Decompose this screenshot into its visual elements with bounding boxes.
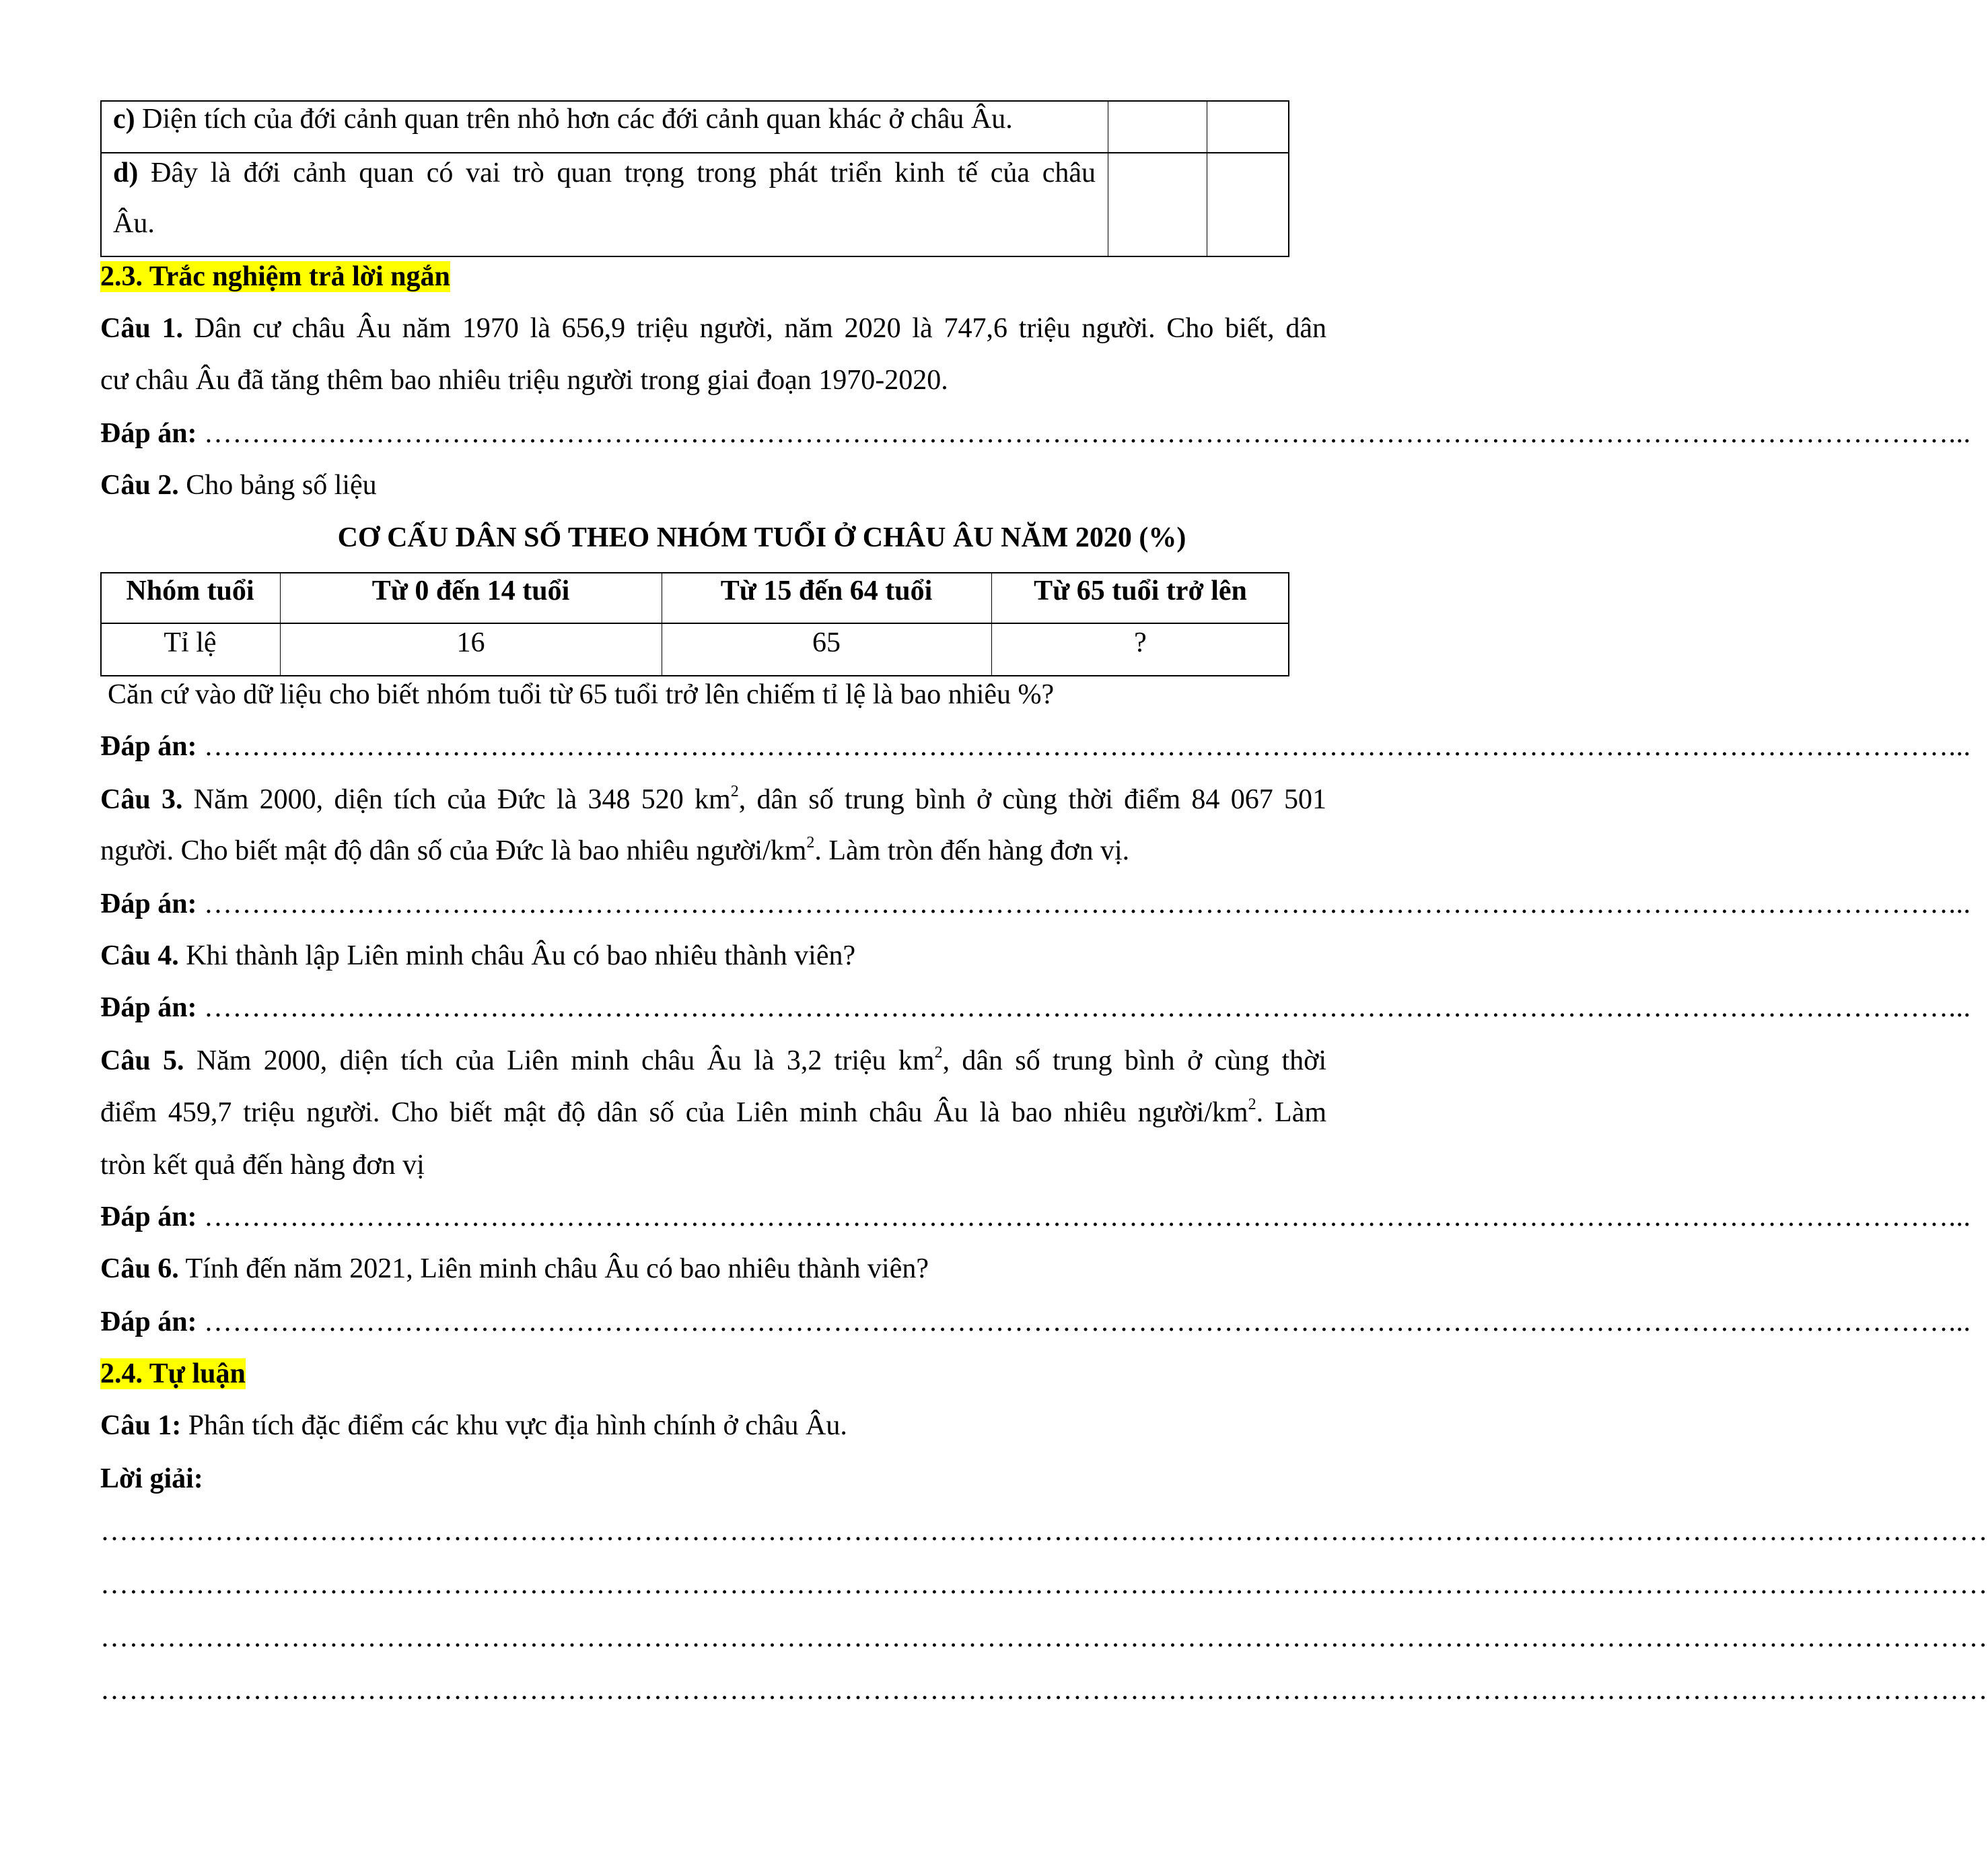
header-cell: Từ 15 đến 64 tuổi <box>720 575 933 606</box>
answer-field-5[interactable]: Đáp án: …………………………………………………………………………………………………………………………………………………………………... <box>100 1201 1971 1232</box>
statement-d-cont: Âu. <box>113 208 155 239</box>
answer-field-1[interactable]: Đáp án: …………………………………………………………………………………………………………………………………………………………………... <box>100 418 1971 449</box>
question-4: Câu 4. Khi thành lập Liên minh châu Âu có bao nhiêu thành viên? <box>100 940 856 971</box>
question-1-cont: cư châu Âu đã tăng thêm bao nhiêu triệu người trong giai đoạn 1970-2020. <box>100 365 948 396</box>
question-2-prompt: Căn cứ vào dữ liệu cho biết nhóm tuổi từ 65 tuổi trở lên chiếm tỉ lệ là bao nhiêu %? <box>108 679 1055 710</box>
answer-field-2[interactable]: Đáp án: …………………………………………………………………………………………………………………………………………………………………... <box>100 731 1971 762</box>
solution-line[interactable]: ……………………………………………………………………………………………………………………………………………………………………………… <box>100 1622 1988 1653</box>
section-heading-2-4: 2.4. Tự luận <box>100 1358 246 1389</box>
statement-d: d) Đây là đới cảnh quan có vai trò quan trọng trong phát triển kinh tế của châu <box>113 158 1096 188</box>
data-cell: Tỉ lệ <box>164 627 217 658</box>
question-5: Câu 5. Năm 2000, diện tích của Liên minh châu Âu là 3,2 triệu $km^2$, dân số trung bình ở cùng thời <box>100 1044 1326 1076</box>
question-6: Câu 6. Tính đến năm 2021, Liên minh châu Âu có bao nhiêu thành viên? <box>100 1253 929 1284</box>
table-title: CƠ CẤU DÂN SỐ THEO NHÓM TUỔI Ở CHÂU ÂU NĂM 2020 (%) <box>337 522 1186 553</box>
question-3-cont: người. Cho biết mật độ dân số của Đức là bao nhiêu người/$km^2$. Làm tròn đến hàng đơn vị. <box>100 834 1130 866</box>
question-3: Câu 3. Năm 2000, diện tích của Đức là 348 520 $km^2$, dân số trung bình ở cùng thời điểm 84 067 501 <box>100 783 1326 815</box>
header-cell: Nhóm tuổi <box>126 575 254 606</box>
solution-line[interactable]: ……………………………………………………………………………………………………………………………………………………………………………… <box>100 1516 1988 1547</box>
header-cell: Từ 0 đến 14 tuổi <box>371 575 570 606</box>
question-5-cont: điểm 459,7 triệu người. Cho biết mật độ dân số của Liên minh châu Âu là bao nhiêu người/$km^2$. Làm <box>100 1096 1326 1128</box>
answer-field-6[interactable]: Đáp án: …………………………………………………………………………………………………………………………………………………………………... <box>100 1306 1971 1337</box>
essay-question-1: Câu 1: Phân tích đặc điểm các khu vực địa hình chính ở châu Âu. <box>100 1410 847 1441</box>
section-heading-2-3: 2.3. Trắc nghiệm trả lời ngắn <box>100 261 450 292</box>
data-cell: 65 <box>812 627 841 658</box>
header-cell: Từ 65 tuổi trở lên <box>1034 575 1247 606</box>
solution-line[interactable]: ……………………………………………………………………………………………………………………………………………………………………………… <box>100 1675 1988 1706</box>
question-1: Câu 1. Dân cư châu Âu năm 1970 là 656,9 triệu người, năm 2020 là 747,6 triệu người. Cho biết, dân <box>100 313 1326 344</box>
question-5-cont2: tròn kết quả đến hàng đơn vị <box>100 1150 425 1181</box>
question-2: Câu 2. Cho bảng số liệu <box>100 470 377 501</box>
solution-label: Lời giải: <box>100 1463 203 1494</box>
statement-c: c) Diện tích của đới cảnh quan trên nhỏ hơn các đới cảnh quan khác ở châu Âu. <box>113 104 1013 135</box>
answer-field-4[interactable]: Đáp án: …………………………………………………………………………………………………………………………………………………………………... <box>100 992 1971 1023</box>
data-cell: ? <box>1134 627 1147 658</box>
answer-field-3[interactable]: Đáp án: …………………………………………………………………………………………………………………………………………………………………... <box>100 888 1971 919</box>
solution-line[interactable]: ……………………………………………………………………………………………………………………………………………………………………………… <box>100 1569 1988 1600</box>
data-cell: 16 <box>456 627 485 658</box>
